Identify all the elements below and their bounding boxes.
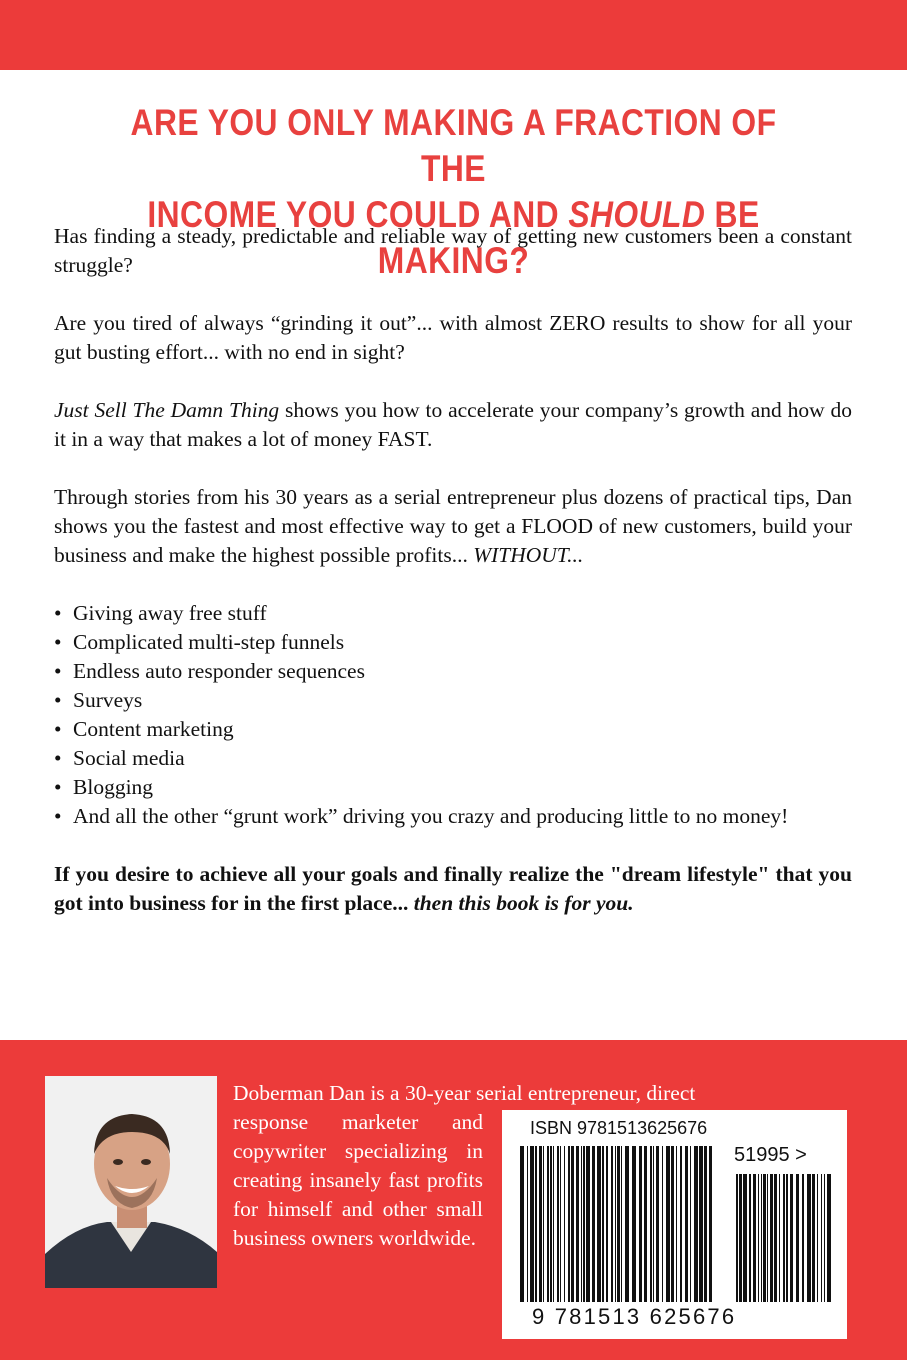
list-item-text: Blogging <box>73 775 154 799</box>
barcode-stripe <box>690 1146 691 1302</box>
barcode-stripe <box>779 1174 780 1302</box>
barcode-stripe <box>685 1146 688 1302</box>
barcode-stripe <box>520 1146 524 1302</box>
barcode-stripe <box>763 1174 766 1302</box>
paragraph-3-text: shows you how to accelerate your company’s growth and how do it in a way that makes a lot of money FAST. <box>54 398 852 451</box>
bio-text: response marketer and copywriter specializing in creating insanely fast profits for himself and other small business owners worldwide. <box>233 1110 483 1250</box>
barcode-stripe <box>560 1146 561 1302</box>
barcode-stripe <box>821 1174 822 1302</box>
barcode-stripe <box>694 1146 698 1302</box>
headline-line-2-end: BE MAKING? <box>377 194 760 281</box>
barcode-stripe <box>535 1146 537 1302</box>
list-item-text: Surveys <box>73 688 143 712</box>
barcode-stripe <box>680 1146 682 1302</box>
barcode-stripe <box>586 1146 590 1302</box>
paragraph-4-emphasis: WITHOUT... <box>473 543 584 567</box>
barcode-panel <box>502 1110 847 1339</box>
barcode-stripe <box>653 1146 654 1302</box>
barcode-stripe <box>543 1146 544 1302</box>
paragraph-4-text: Through stories from his 30 years as a serial entrepreneur plus dozens of practical tips, Dan shows you the fastest and most effective way to get a FLOOD of new customers, build your business and make the highest possible profits... <box>54 485 852 567</box>
call-to-action <box>54 860 852 918</box>
bullet-icon: • <box>54 775 62 799</box>
barcode-stripe <box>774 1174 777 1302</box>
barcode-stripe <box>568 1146 570 1302</box>
barcode-stripe <box>656 1146 659 1302</box>
headline-line-2-start: INCOME YOU COULD AND <box>147 194 569 235</box>
barcode-stripe <box>602 1146 604 1302</box>
barcode-stripe <box>550 1146 552 1302</box>
barcode-stripe <box>611 1146 613 1302</box>
barcode-stripe <box>632 1146 636 1302</box>
paragraph-1: Has finding a steady, predictable and reliable way of getting new customers been a constant struggle? <box>54 224 852 277</box>
barcode-stripe <box>644 1146 647 1302</box>
price-code: 51995 > <box>734 1144 807 1166</box>
barcode-stripe <box>539 1146 542 1302</box>
paragraph-2: Are you tired of always “grinding it out”... with almost ZERO results to show for all your gut busting effort... with no end in sight? <box>54 311 852 364</box>
barcode-stripe <box>783 1174 785 1302</box>
barcode-stripe <box>802 1174 804 1302</box>
bullet-icon: • <box>54 659 62 683</box>
bio-first-line: Doberman Dan is a 30-year serial entrepreneur, direct <box>233 1081 696 1105</box>
barcode-stripe <box>736 1174 738 1302</box>
bullet-list <box>54 599 852 831</box>
barcode-stripe <box>704 1146 707 1302</box>
barcode-stripe <box>615 1146 616 1302</box>
barcode-stripe <box>583 1146 585 1302</box>
bullet-icon: • <box>54 804 62 828</box>
barcode-stripe <box>597 1146 601 1302</box>
barcode-stripe <box>827 1174 831 1302</box>
barcode-stripe <box>581 1146 582 1302</box>
description-body <box>54 222 852 947</box>
barcode-stripe <box>739 1174 742 1302</box>
book-title: Just Sell The Damn Thing <box>54 398 280 422</box>
barcode-stripe <box>621 1146 622 1302</box>
barcode-stripe <box>639 1146 642 1302</box>
list-item <box>54 657 852 686</box>
bullet-icon: • <box>54 746 62 770</box>
list-item <box>54 773 852 802</box>
list-item <box>54 628 852 657</box>
list-item <box>54 599 852 628</box>
barcode-stripe <box>709 1146 712 1302</box>
barcode-stripe <box>758 1174 759 1302</box>
barcode-stripe <box>812 1174 815 1302</box>
barcode-stripe <box>767 1174 768 1302</box>
isbn-label: ISBN 9781513625676 <box>530 1118 708 1138</box>
paragraph-4 <box>54 483 852 570</box>
barcode-stripe <box>625 1146 629 1302</box>
barcode-stripe <box>530 1146 534 1302</box>
barcode-stripe <box>557 1146 559 1302</box>
barcode-stripe <box>592 1146 595 1302</box>
headline-line-1: ARE YOU ONLY MAKING A FRACTION OF THE <box>130 102 777 189</box>
barcode-stripe <box>676 1146 677 1302</box>
barcode-stripe <box>770 1174 773 1302</box>
barcode-stripe <box>606 1146 608 1302</box>
barcode-stripe <box>796 1174 799 1302</box>
barcode-stripe <box>786 1174 788 1302</box>
barcode-stripe <box>662 1146 663 1302</box>
barcode-stripe <box>666 1146 670 1302</box>
barcode-stripe <box>553 1146 554 1302</box>
barcode-stripe <box>617 1146 620 1302</box>
call-to-action-bold: If you desire to achieve all your goals and finally realize the "dream lifestyle" that you got into business for in the first place... <box>54 862 852 915</box>
top-red-band <box>0 0 907 70</box>
list-item-text: And all the other “grunt work” driving you crazy and producing little to no money! <box>73 804 789 828</box>
barcode-stripe <box>743 1174 747 1302</box>
barcode-stripe <box>790 1174 793 1302</box>
bullet-icon: • <box>54 630 62 654</box>
barcode-stripe <box>547 1146 549 1302</box>
barcode-stripe <box>564 1146 565 1302</box>
barcode-stripe <box>527 1146 528 1302</box>
paragraph-3 <box>54 396 852 454</box>
barcode-stripe <box>671 1146 674 1302</box>
list-item <box>54 744 852 773</box>
barcode-stripe <box>824 1174 825 1302</box>
list-item-text: Complicated multi-step funnels <box>73 630 345 654</box>
barcode-stripe <box>571 1146 574 1302</box>
barcode-stripe <box>753 1174 756 1302</box>
bullet-icon: • <box>54 688 62 712</box>
headline-emphasis: SHOULD <box>568 194 706 235</box>
bullet-icon: • <box>54 601 62 625</box>
barcode-stripe <box>650 1146 652 1302</box>
list-item-text: Content marketing <box>73 717 234 741</box>
barcode-stripe <box>817 1174 818 1302</box>
list-item <box>54 802 793 831</box>
isbn-digits: 9 781513 625676 <box>532 1304 737 1329</box>
list-item-text: Giving away free stuff <box>73 601 267 625</box>
barcode-stripe <box>807 1174 811 1302</box>
barcode-stripe <box>749 1174 751 1302</box>
barcode-stripe <box>761 1174 762 1302</box>
call-to-action-italic: then this book is for you. <box>413 891 634 915</box>
bullet-icon: • <box>54 717 62 741</box>
list-item-text: Social media <box>73 746 185 770</box>
list-item <box>54 715 852 744</box>
barcode-stripe <box>576 1146 579 1302</box>
author-portrait-icon <box>45 1076 217 1288</box>
list-item-text: Endless auto responder sequences <box>73 659 365 683</box>
list-item <box>54 686 852 715</box>
author-photo <box>45 1076 217 1288</box>
barcode-stripe <box>699 1146 703 1302</box>
